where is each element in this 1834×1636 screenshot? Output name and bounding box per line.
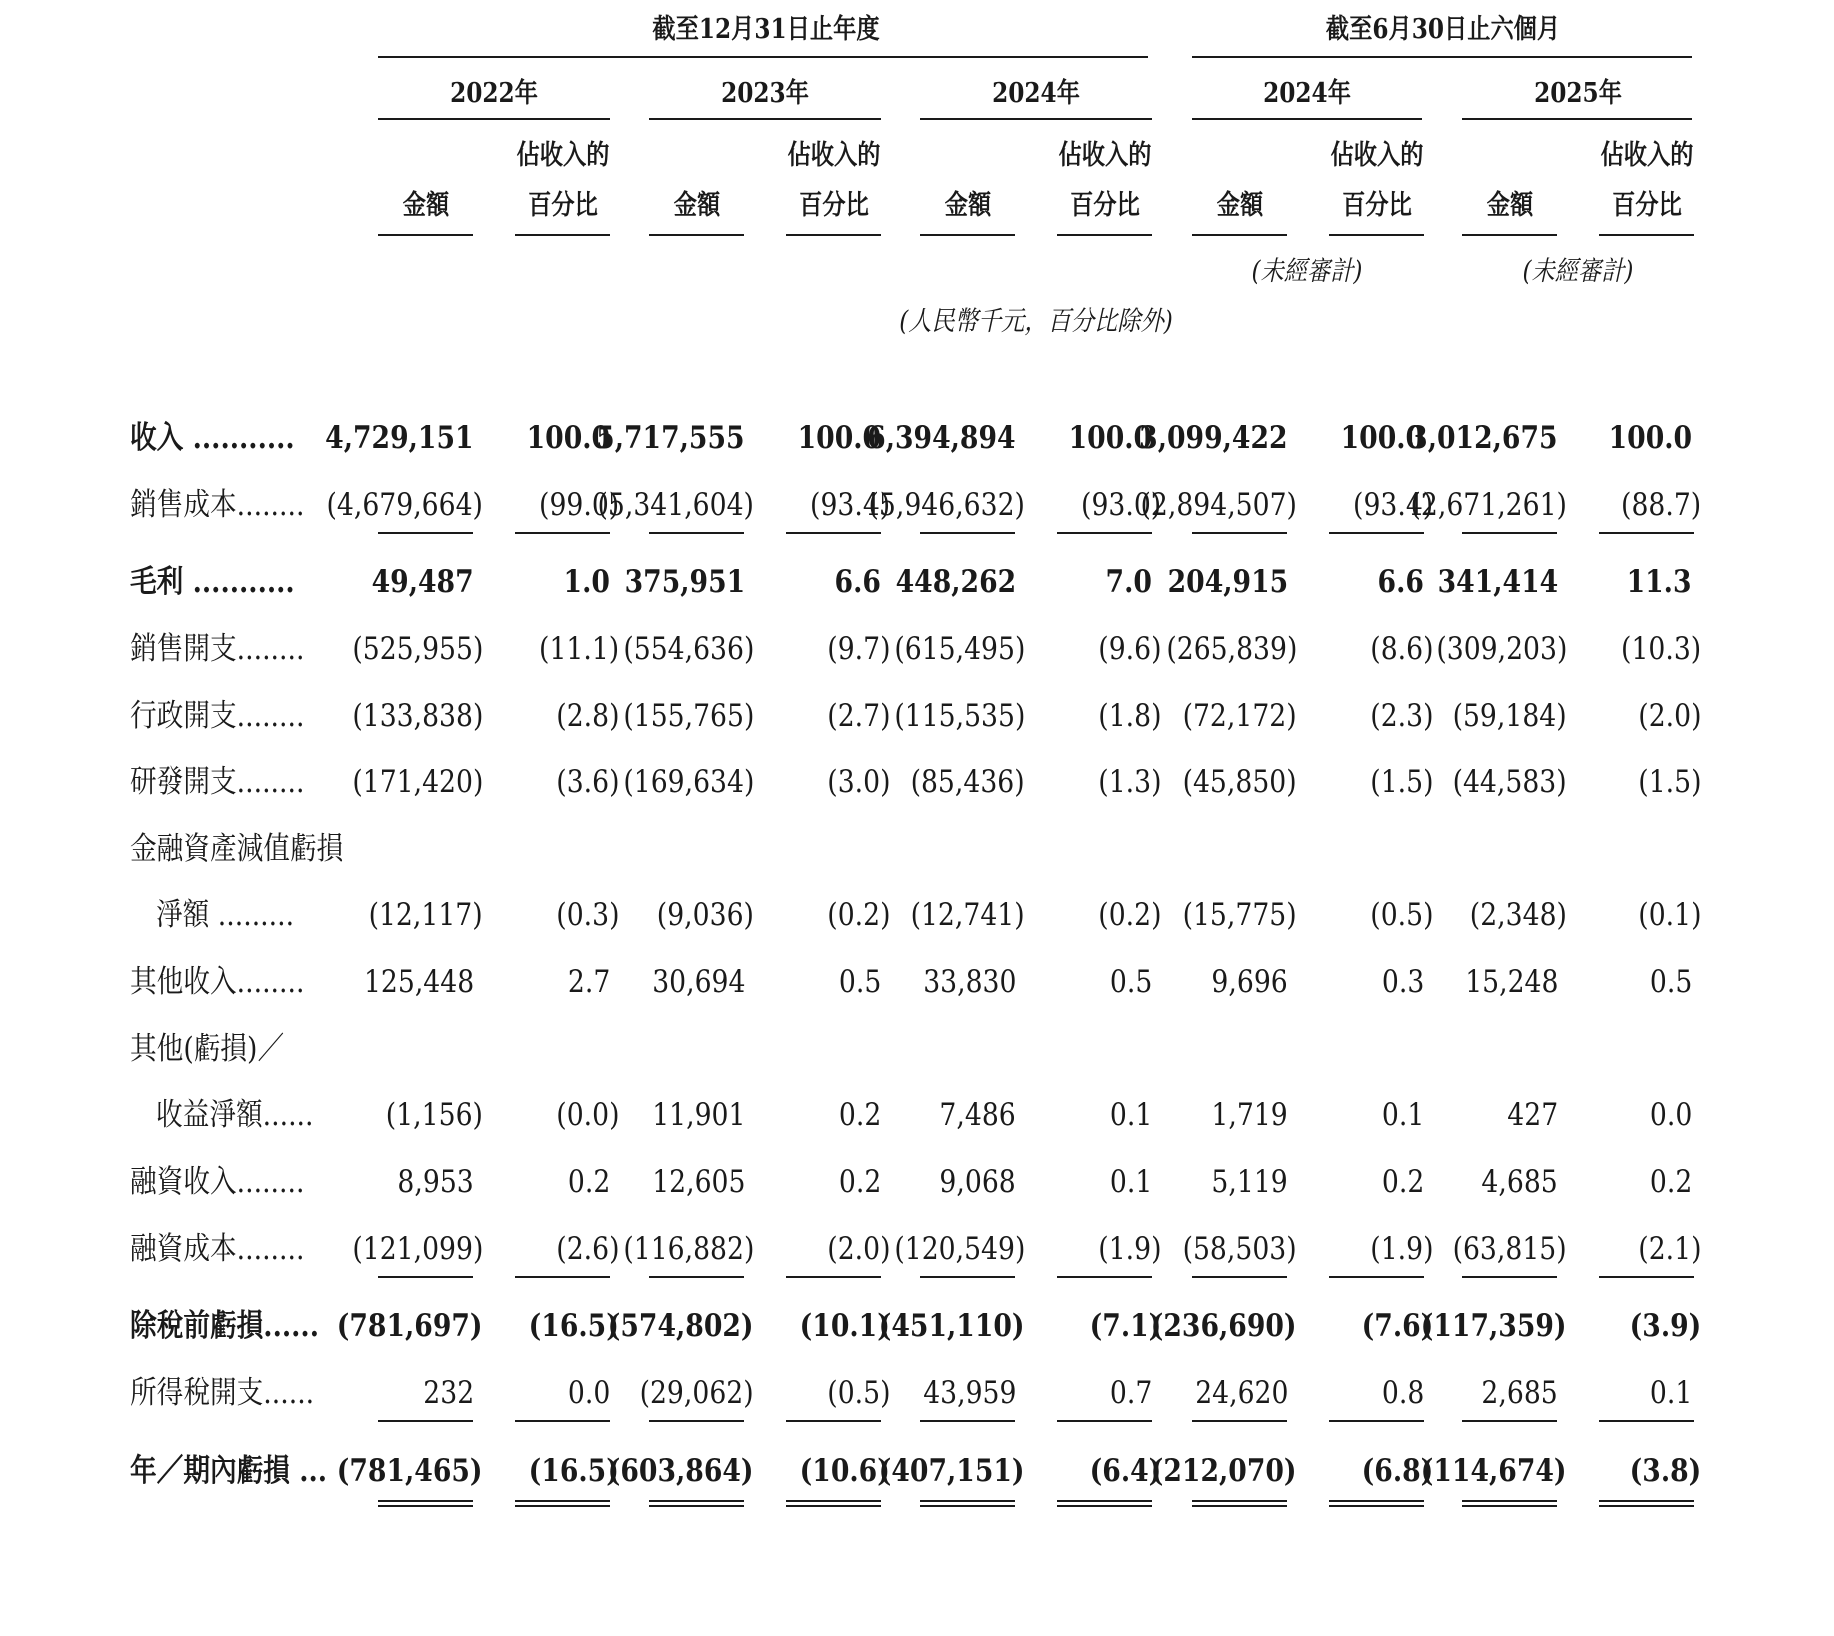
row-label: 銷售開支........	[130, 631, 305, 667]
year-rule	[1192, 118, 1422, 120]
pct-cell: (3.9)	[1629, 1308, 1701, 1344]
pct-cell: (2.0)	[826, 1231, 890, 1267]
pct-cell: 0.2	[567, 1164, 610, 1200]
pct-cell: (16.5)	[528, 1308, 619, 1344]
amount-cell: 5,119	[1211, 1164, 1288, 1200]
pct-cell: 0.2	[838, 1164, 881, 1200]
pct-cell: (10.3)	[1620, 631, 1701, 667]
pct-cell: 0.1	[1109, 1164, 1152, 1200]
amount-cell: (603,864)	[608, 1453, 754, 1489]
row-label: 收入 ...........	[130, 420, 295, 456]
pct-cell: (1.3)	[1097, 764, 1161, 800]
pct-cell: 0.5	[838, 964, 881, 1000]
pct-cell: (88.7)	[1620, 487, 1701, 523]
amount-cell: (2,894,507)	[1140, 487, 1297, 523]
amount-cell: 3,099,422	[1139, 420, 1288, 456]
period-header-annual: 截至12月31日止年度	[652, 14, 880, 45]
amount-cell: (45,850)	[1182, 764, 1297, 800]
subtotal-rule	[1599, 1420, 1694, 1422]
pct-cell: (9.7)	[826, 631, 890, 667]
pct-cell: (0.5)	[1369, 897, 1433, 933]
subtotal-rule	[786, 1420, 881, 1422]
row-label: 年／期內虧損 ...	[130, 1453, 328, 1489]
col-header-amount: 金額	[944, 190, 991, 221]
pct-cell: (99.0)	[538, 487, 619, 523]
total-double-rule	[515, 1500, 610, 1507]
subtotal-rule	[1329, 1276, 1424, 1278]
amount-cell: 11,901	[651, 1097, 745, 1133]
amount-cell: (309,203)	[1435, 631, 1567, 667]
col-header-amount: 金額	[1216, 190, 1263, 221]
amount-cell: (72,172)	[1182, 698, 1297, 734]
pct-cell: 1.0	[563, 564, 610, 600]
col-header-pct: 佔收入的	[1058, 140, 1151, 171]
amount-cell: 12,605	[651, 1164, 745, 1200]
subtotal-rule	[378, 532, 473, 534]
amount-cell: (121,099)	[351, 1231, 483, 1267]
amount-cell: 125,448	[363, 964, 474, 1000]
year-rule	[649, 118, 881, 120]
period-rule-annual	[378, 56, 1148, 58]
pct-cell: (11.1)	[538, 631, 619, 667]
col-header-amount: 金額	[673, 190, 720, 221]
subtotal-rule	[786, 532, 881, 534]
unaudited-note-2024: (未經審計)	[1251, 256, 1363, 287]
subtotal-rule	[649, 1420, 744, 1422]
pct-cell: 0.2	[1381, 1164, 1424, 1200]
subtotal-rule	[920, 532, 1015, 534]
pct-cell: (2.3)	[1369, 698, 1433, 734]
amount-cell: 24,620	[1194, 1375, 1288, 1411]
col-header-pct: 佔收入的	[787, 140, 880, 171]
row-label: 融資成本........	[130, 1231, 305, 1267]
col-header-pct: 佔收入的	[1600, 140, 1693, 171]
row-label: 收益淨額......	[156, 1097, 314, 1133]
amount-cell: 375,951	[624, 564, 745, 600]
subtotal-rule	[1057, 1420, 1152, 1422]
row-label: 淨額 .........	[156, 897, 295, 933]
amount-cell: 9,696	[1211, 964, 1288, 1000]
year-header-2025-half: 2025年	[1534, 78, 1622, 109]
amount-cell: 4,685	[1481, 1164, 1558, 1200]
pct-cell: 2.7	[567, 964, 610, 1000]
amount-cell: (15,775)	[1182, 897, 1297, 933]
amount-cell: (407,151)	[879, 1453, 1025, 1489]
amount-cell: (615,495)	[893, 631, 1025, 667]
pct-cell: (93.0)	[1080, 487, 1161, 523]
pct-cell: (6.4)	[1089, 1453, 1161, 1489]
col-header-amount: 金額	[1486, 190, 1533, 221]
pct-cell: (0.2)	[1097, 897, 1161, 933]
amount-cell: (116,882)	[622, 1231, 754, 1267]
pct-cell: 100.0	[1608, 420, 1692, 456]
col-header-rule	[1057, 234, 1152, 236]
total-double-rule	[1599, 1500, 1694, 1507]
row-label: 其他收入........	[130, 964, 305, 1000]
pct-cell: (2.7)	[826, 698, 890, 734]
subtotal-rule	[1462, 1276, 1557, 1278]
col-header-pct: 佔收入的	[516, 140, 609, 171]
col-header-pct: 百分比	[1611, 190, 1682, 221]
col-header-rule	[378, 234, 473, 236]
pct-cell: 0.5	[1109, 964, 1152, 1000]
row-label: 毛利 ...........	[130, 564, 295, 600]
subtotal-rule	[515, 532, 610, 534]
subtotal-rule	[1192, 1276, 1287, 1278]
amount-cell: (12,117)	[368, 897, 483, 933]
year-rule	[378, 118, 610, 120]
col-header-rule	[1192, 234, 1287, 236]
pct-cell: (2.0)	[1637, 698, 1701, 734]
col-header-pct: 百分比	[798, 190, 869, 221]
pct-cell: (2.8)	[555, 698, 619, 734]
amount-cell: 3,012,675	[1409, 420, 1558, 456]
amount-cell: 49,487	[371, 564, 474, 600]
amount-cell: (169,634)	[622, 764, 754, 800]
subtotal-rule	[515, 1420, 610, 1422]
amount-cell: (171,420)	[351, 764, 483, 800]
amount-cell: (525,955)	[351, 631, 483, 667]
period-header-half-year: 截至6月30日止六個月	[1325, 14, 1561, 45]
pct-cell: (1.5)	[1369, 764, 1433, 800]
pct-cell: 0.3	[1381, 964, 1424, 1000]
row-label: 金融資產減值虧損	[130, 831, 344, 867]
year-header-2023: 2023年	[721, 78, 809, 109]
amount-cell: 1,719	[1211, 1097, 1288, 1133]
subtotal-rule	[1192, 532, 1287, 534]
amount-cell: 43,959	[922, 1375, 1016, 1411]
amount-cell: (117,359)	[1421, 1308, 1567, 1344]
amount-cell: (1,156)	[385, 1097, 483, 1133]
pct-cell: 0.8	[1381, 1375, 1424, 1411]
subtotal-rule	[1329, 532, 1424, 534]
pct-cell: (7.6)	[1361, 1308, 1433, 1344]
pct-cell: (3.6)	[555, 764, 619, 800]
pct-cell: (9.6)	[1097, 631, 1161, 667]
amount-cell: 232	[423, 1375, 474, 1411]
row-label: 融資收入........	[130, 1164, 305, 1200]
total-double-rule	[1057, 1500, 1152, 1507]
amount-cell: (133,838)	[351, 698, 483, 734]
year-header-2022: 2022年	[450, 78, 538, 109]
col-header-rule	[1462, 234, 1557, 236]
amount-cell: (4,679,664)	[326, 487, 483, 523]
pct-cell: 0.5	[1649, 964, 1692, 1000]
amount-cell: (114,674)	[1421, 1453, 1567, 1489]
row-label: 其他(虧損)／	[130, 1031, 285, 1067]
amount-cell: (58,503)	[1182, 1231, 1297, 1267]
amount-cell: (85,436)	[910, 764, 1025, 800]
col-header-rule	[920, 234, 1015, 236]
pct-cell: 0.1	[1381, 1097, 1424, 1133]
pct-cell: (3.8)	[1629, 1453, 1701, 1489]
pct-cell: (93.4)	[809, 487, 890, 523]
col-header-rule	[649, 234, 744, 236]
subtotal-rule	[1057, 532, 1152, 534]
amount-cell: (451,110)	[879, 1308, 1025, 1344]
amount-cell: 30,694	[651, 964, 745, 1000]
col-header-amount: 金額	[402, 190, 449, 221]
subtotal-rule	[1329, 1420, 1424, 1422]
amount-cell: 204,915	[1167, 564, 1288, 600]
amount-cell: 427	[1507, 1097, 1558, 1133]
amount-cell: 448,262	[895, 564, 1016, 600]
amount-cell: (59,184)	[1452, 698, 1567, 734]
amount-cell: (63,815)	[1452, 1231, 1567, 1267]
pct-cell: 100.0	[797, 420, 881, 456]
period-rule-half-year	[1192, 56, 1692, 58]
subtotal-rule	[649, 1276, 744, 1278]
amount-cell: 4,729,151	[325, 420, 474, 456]
row-label: 銷售成本........	[130, 487, 305, 523]
amount-cell: (115,535)	[893, 698, 1025, 734]
amount-cell: 8,953	[397, 1164, 474, 1200]
total-double-rule	[1192, 1500, 1287, 1507]
pct-cell: 7.0	[1105, 564, 1152, 600]
pct-cell: 100.0	[1068, 420, 1152, 456]
amount-cell: (5,946,632)	[868, 487, 1025, 523]
amount-cell: (781,697)	[337, 1308, 483, 1344]
amount-cell: (574,802)	[608, 1308, 754, 1344]
subtotal-rule	[1462, 532, 1557, 534]
pct-cell: (2.6)	[555, 1231, 619, 1267]
pct-cell: (7.1)	[1089, 1308, 1161, 1344]
amount-cell: (12,741)	[910, 897, 1025, 933]
amount-cell: (212,070)	[1151, 1453, 1297, 1489]
col-header-pct: 百分比	[1341, 190, 1412, 221]
pct-cell: (0.0)	[555, 1097, 619, 1133]
row-label: 所得稅開支......	[130, 1375, 315, 1411]
unit-note: (人民幣千元，百分比除外)	[899, 306, 1173, 337]
pct-cell: (1.9)	[1369, 1231, 1433, 1267]
pct-cell: 0.1	[1649, 1375, 1692, 1411]
amount-cell: (44,583)	[1452, 764, 1567, 800]
amount-cell: (9,036)	[656, 897, 754, 933]
total-double-rule	[920, 1500, 1015, 1507]
subtotal-rule	[1599, 532, 1694, 534]
col-header-rule	[786, 234, 881, 236]
subtotal-rule	[1192, 1420, 1287, 1422]
pct-cell: 0.1	[1109, 1097, 1152, 1133]
amount-cell: 33,830	[922, 964, 1016, 1000]
pct-cell: (16.5)	[528, 1453, 619, 1489]
pct-cell: 11.3	[1627, 564, 1692, 600]
amount-cell: (120,549)	[893, 1231, 1025, 1267]
subtotal-rule	[1599, 1276, 1694, 1278]
col-header-pct: 百分比	[1069, 190, 1140, 221]
row-label: 行政開支........	[130, 698, 305, 734]
pct-cell: (93.4)	[1352, 487, 1433, 523]
pct-cell: 100.0	[526, 420, 610, 456]
total-double-rule	[1329, 1500, 1424, 1507]
total-double-rule	[786, 1500, 881, 1507]
amount-cell: (2,671,261)	[1410, 487, 1567, 523]
pct-cell: 0.0	[567, 1375, 610, 1411]
subtotal-rule	[515, 1276, 610, 1278]
subtotal-rule	[786, 1276, 881, 1278]
subtotal-rule	[649, 532, 744, 534]
amount-cell: (265,839)	[1165, 631, 1297, 667]
amount-cell: 341,414	[1437, 564, 1558, 600]
pct-cell: 0.2	[1649, 1164, 1692, 1200]
pct-cell: (1.5)	[1637, 764, 1701, 800]
col-header-rule	[1329, 234, 1424, 236]
unaudited-note-2025: (未經審計)	[1522, 256, 1634, 287]
pct-cell: 0.2	[838, 1097, 881, 1133]
subtotal-rule	[378, 1276, 473, 1278]
row-label: 研發開支........	[130, 764, 305, 800]
amount-cell: (5,341,604)	[597, 487, 754, 523]
pct-cell: (1.9)	[1097, 1231, 1161, 1267]
pct-cell: 0.7	[1109, 1375, 1152, 1411]
row-label: 除稅前虧損......	[130, 1308, 319, 1344]
pct-cell: (6.8)	[1361, 1453, 1433, 1489]
col-header-rule	[1599, 234, 1694, 236]
amount-cell: (155,765)	[622, 698, 754, 734]
year-header-2024-half: 2024年	[1263, 78, 1351, 109]
pct-cell: (10.1)	[799, 1308, 890, 1344]
year-rule	[1462, 118, 1692, 120]
pct-cell: (0.5)	[826, 1375, 890, 1411]
col-header-rule	[515, 234, 610, 236]
amount-cell: 6,394,894	[867, 420, 1016, 456]
subtotal-rule	[920, 1276, 1015, 1278]
pct-cell: (2.1)	[1637, 1231, 1701, 1267]
pct-cell: 6.6	[834, 564, 881, 600]
pct-cell: 100.0	[1340, 420, 1424, 456]
amount-cell: (2,348)	[1469, 897, 1567, 933]
amount-cell: (554,636)	[622, 631, 754, 667]
pct-cell: (8.6)	[1369, 631, 1433, 667]
pct-cell: (0.1)	[1637, 897, 1701, 933]
subtotal-rule	[1057, 1276, 1152, 1278]
pct-cell: (0.2)	[826, 897, 890, 933]
subtotal-rule	[378, 1420, 473, 1422]
subtotal-rule	[920, 1420, 1015, 1422]
total-double-rule	[1462, 1500, 1557, 1507]
pct-cell: (1.8)	[1097, 698, 1161, 734]
pct-cell: 6.6	[1377, 564, 1424, 600]
amount-cell: 5,717,555	[596, 420, 745, 456]
amount-cell: 15,248	[1464, 964, 1558, 1000]
amount-cell: 7,486	[939, 1097, 1016, 1133]
amount-cell: 9,068	[939, 1164, 1016, 1200]
pct-cell: (10.6)	[799, 1453, 890, 1489]
year-header-2024: 2024年	[992, 78, 1080, 109]
amount-cell: (781,465)	[337, 1453, 483, 1489]
col-header-pct: 佔收入的	[1330, 140, 1423, 171]
subtotal-rule	[1462, 1420, 1557, 1422]
amount-cell: (29,062)	[639, 1375, 754, 1411]
amount-cell: 2,685	[1481, 1375, 1558, 1411]
col-header-pct: 百分比	[527, 190, 598, 221]
pct-cell: (0.3)	[555, 897, 619, 933]
pct-cell: (3.0)	[826, 764, 890, 800]
pct-cell: 0.0	[1649, 1097, 1692, 1133]
total-double-rule	[649, 1500, 744, 1507]
year-rule	[920, 118, 1152, 120]
total-double-rule	[378, 1500, 473, 1507]
amount-cell: (236,690)	[1151, 1308, 1297, 1344]
